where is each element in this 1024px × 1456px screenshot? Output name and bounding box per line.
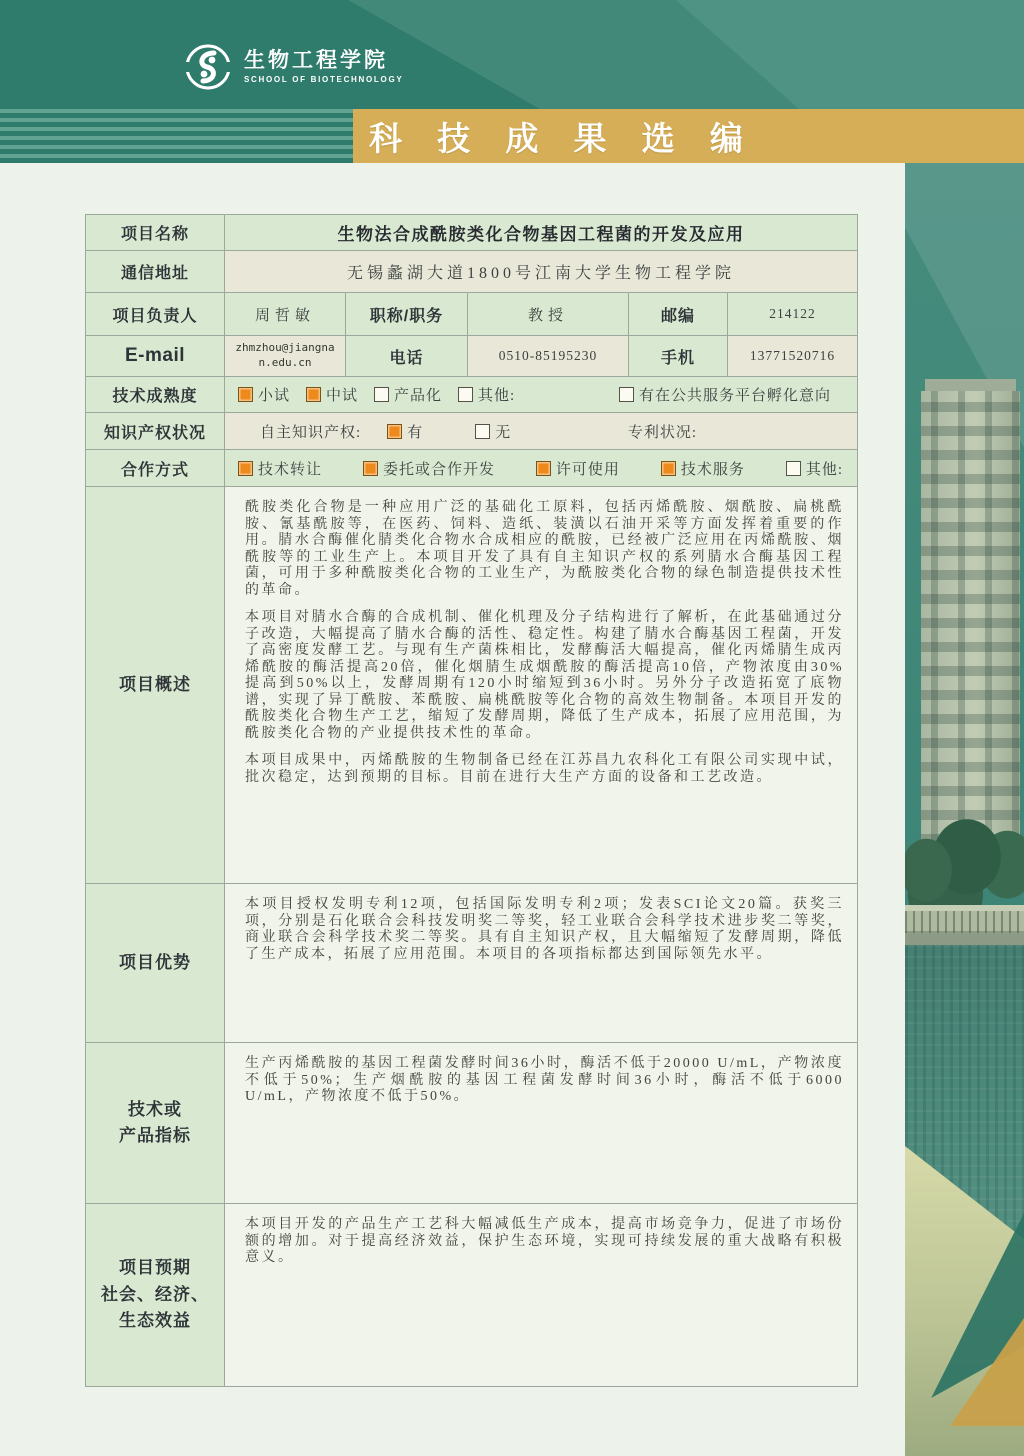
title-value: 教授: [468, 293, 629, 336]
school-name-cn: 生物工程学院: [244, 49, 388, 72]
row-leader: [86, 293, 858, 336]
photo-trees: [905, 803, 1024, 915]
ip-label: 知识产权状况: [86, 413, 225, 450]
overview-cell: [225, 487, 858, 884]
option-label: 中试: [326, 388, 359, 404]
option-label: 有: [407, 424, 424, 441]
benefit-label: 项目预期 社会、经济、 生态效益: [86, 1204, 225, 1387]
maturity-options-cell: [225, 377, 858, 413]
option-label: 其他:: [478, 388, 516, 404]
ip-own-label: 自主知识产权:: [260, 424, 362, 441]
cooperation-option-5[interactable]: [786, 458, 843, 479]
row-indicator: [86, 1043, 858, 1204]
checkbox-icon[interactable]: [363, 461, 378, 476]
checkbox-icon[interactable]: [475, 424, 490, 439]
maturity-option-2[interactable]: [306, 384, 358, 405]
overview-label: 项目概述: [86, 487, 225, 884]
leader-value: 周哲敏: [225, 293, 346, 336]
email-value: zhmzhou@jiangnan.edu.cn: [235, 341, 335, 369]
ip-options-cell: [225, 413, 858, 450]
row-ip-status: [86, 413, 858, 450]
row-maturity: [86, 377, 858, 413]
school-logo: [183, 42, 403, 92]
cooperation-option-2[interactable]: [363, 458, 495, 479]
cooperation-option-1[interactable]: [238, 458, 322, 479]
photo-building: [921, 391, 1020, 851]
overview-paragraph: 本项目对腈水合酶的合成机制、催化机理及分子结构进行了解析，在此基础通过分子改造，大幅提高了腈水合酶的活性、稳定性。构建了腈水合酶基因工程菌，开发了高密度发酵工艺。与现有生产菌株相比，发酵酶活大幅提高，催化丙烯腈生成丙烯酰胺的酶活提高20倍，催化烟腈生成烟酰胺的酶活提高10倍，产物浓度由30%提高到50%以上，发酵周期有120小时缩短到36小时。另外分子改造拓宽了底物谱，实现了异丁酰胺、苯酰胺、扁桃酰胺等化合物的高效生物制备。本项目开发的酰胺类化合物生产工艺，缩短了发酵周期，降低了生产成本，拓展了应用范围，为酰胺类化合物的产业提供技术性的革命。: [245, 610, 845, 741]
row-project-name: [86, 215, 858, 251]
address-value: 无锡蠡湖大道1800号江南大学生物工程学院: [225, 251, 858, 293]
option-label: 技术转让: [258, 461, 323, 478]
ip-option-no[interactable]: [475, 421, 511, 442]
cooperation-options-cell: [225, 450, 858, 487]
benefit-text: 本项目开发的产品生产工艺科大幅减低生产成本，提高市场竞争力，促进了市场份额的增加。对于提高经济效益，保护生态环境，实现可持续发展的重大战略有积极意义。: [245, 1217, 845, 1266]
maturity-incubation-option[interactable]: [619, 384, 831, 405]
checkbox-icon[interactable]: [387, 424, 402, 439]
main-area: [0, 163, 1024, 1456]
checkbox-icon[interactable]: [661, 461, 676, 476]
option-label: 产品化: [394, 388, 443, 404]
maturity-label: 技术成熟度: [86, 377, 225, 413]
advantage-label: 项目优势: [86, 884, 225, 1043]
checkbox-icon[interactable]: [786, 461, 801, 476]
photo-bridge-railing: [905, 905, 1024, 945]
row-benefit: [86, 1204, 858, 1387]
mobile-value: 13771520716: [728, 336, 858, 377]
overview-paragraph: 酰胺类化合物是一种应用广泛的基础化工原料，包括丙烯酰胺、烟酰胺、扁桃酰胺、氰基酰胺等，在医药、饲料、造纸、装潢以石油开采等方面发挥着重要的作用。腈水合酶催化腈类化合物水合成相应的酰胺，已经被广泛应用在丙烯酰胺、烟酰胺等的工业生产上。本项目开发了具有自主知识产权的系列腈水合酶基因工程菌，可用于多种酰胺类化合物的工业生产，为酰胺类化合物的绿色制造提供技术性的革命。: [245, 500, 845, 598]
zipcode-label: 邮编: [629, 293, 728, 336]
row-cooperation: [86, 450, 858, 487]
email-label: E-mail: [86, 336, 225, 377]
phone-value: 0510-85195230: [468, 336, 629, 377]
title-banner: [353, 109, 1024, 163]
checkbox-icon[interactable]: [536, 461, 551, 476]
option-label: 委托或合作开发: [382, 461, 495, 478]
advantage-text: 本项目授权发明专利12项，包括国际发明专利2项；发表SCI论文20篇。获奖三项，分别是石化联合会科技发明奖二等奖，轻工业联合会科学技术进步奖二等奖，商业联合会科学技术奖二等奖。具有自主知识产权，且大幅缩短了发酵周期，降低了生产成本，拓展了应用范围。本项目的各项指标都达到国际领先水平。: [245, 897, 845, 962]
maturity-option-1[interactable]: [238, 384, 290, 405]
school-name-en: SCHOOL OF BIOTECHNOLOGY: [244, 75, 404, 84]
school-logo-icon: [183, 42, 233, 92]
header-banner: [0, 0, 1024, 163]
checkbox-icon[interactable]: [238, 461, 253, 476]
overview-paragraph: 本项目成果中，丙烯酰胺的生物制备已经在江苏昌九农科化工有限公司实现中试，批次稳定，达到预期的目标。目前在进行大生产方面的设备和工艺改造。: [245, 753, 845, 785]
checkbox-icon[interactable]: [238, 387, 253, 402]
option-label: 许可使用: [555, 461, 620, 478]
title-label: 职称/职务: [346, 293, 468, 336]
mobile-label: 手机: [629, 336, 728, 377]
option-label: 无: [495, 424, 512, 441]
phone-label: 电话: [346, 336, 468, 377]
indicator-label: 技术或 产品指标: [86, 1043, 225, 1204]
leader-label: 项目负责人: [86, 293, 225, 336]
maturity-option-3[interactable]: [374, 384, 442, 405]
decor-stripes: [0, 109, 353, 163]
project-form-table: [85, 214, 858, 1387]
indicator-text: 生产丙烯酰胺的基因工程菌发酵时间36小时，酶活不低于20000 U/mL，产物浓度不低于50%；生产烟酰胺的基因工程菌发酵时间36小时，酶活不低于6000 U/mL，产物浓度不低于50%。: [245, 1056, 845, 1105]
benefit-cell: [225, 1204, 858, 1387]
checkbox-icon[interactable]: [458, 387, 473, 402]
advantage-cell: [225, 884, 858, 1043]
row-overview: [86, 487, 858, 884]
project-name-value: 生物法合成酰胺类化合物基因工程菌的开发及应用: [225, 215, 858, 251]
row-contact: [86, 336, 858, 377]
email-value-cell: [225, 336, 346, 377]
patent-status-label: 专利状况:: [627, 424, 698, 441]
page-title: 科 技 成 果 选 编: [369, 119, 756, 157]
row-advantage: [86, 884, 858, 1043]
project-name-label: 项目名称: [86, 215, 225, 251]
cooperation-option-3[interactable]: [536, 458, 620, 479]
option-label: 小试: [258, 388, 291, 404]
school-logo-text: [244, 50, 403, 84]
ip-option-yes[interactable]: [387, 421, 423, 442]
row-address: [86, 251, 858, 293]
cooperation-label: 合作方式: [86, 450, 225, 487]
checkbox-icon[interactable]: [619, 387, 634, 402]
option-label: 有在公共服务平台孵化意向: [639, 388, 832, 404]
cooperation-option-4[interactable]: [661, 458, 745, 479]
indicator-cell: [225, 1043, 858, 1204]
option-label: 其他:: [805, 461, 843, 478]
zipcode-value: 214122: [728, 293, 858, 336]
checkbox-icon[interactable]: [374, 387, 389, 402]
checkbox-icon[interactable]: [306, 387, 321, 402]
maturity-option-4[interactable]: [458, 384, 515, 405]
campus-photo: [905, 163, 1024, 1456]
option-label: 技术服务: [680, 461, 745, 478]
address-label: 通信地址: [86, 251, 225, 293]
